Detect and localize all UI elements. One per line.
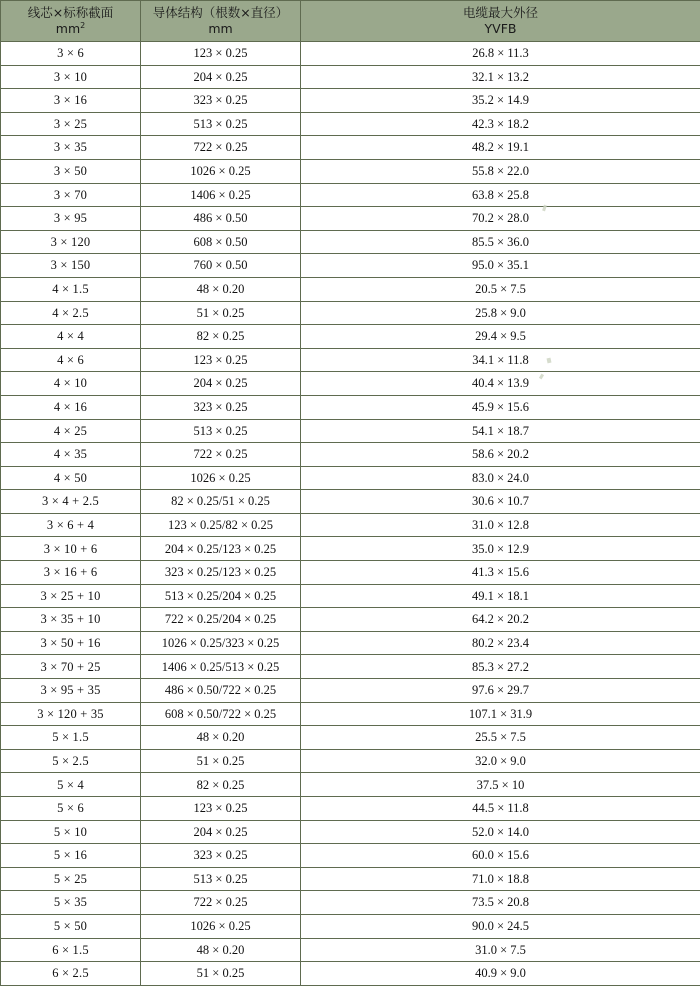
cell-core-section: 5 × 1.5: [1, 726, 141, 750]
table-row: [1, 749, 700, 773]
cell-outer-diameter: 52.0 × 14.0: [301, 820, 700, 844]
cell-conductor-structure: 82 × 0.25/51 × 0.25: [141, 490, 301, 514]
cell-core-section: 3 × 16: [1, 89, 141, 113]
table-row: [1, 891, 700, 915]
cell-conductor-structure: 123 × 0.25: [141, 348, 301, 372]
cell-outer-diameter: 40.9 × 9.0: [301, 962, 700, 986]
table-row: [1, 608, 700, 632]
column-header-max-outer-diameter: [301, 1, 700, 42]
table-row: [1, 679, 700, 703]
table-row: [1, 820, 700, 844]
cell-conductor-structure: 48 × 0.20: [141, 726, 301, 750]
table-row: [1, 301, 700, 325]
table-row: [1, 65, 700, 89]
cell-outer-diameter: 35.2 × 14.9: [301, 89, 700, 113]
cell-outer-diameter: 29.4 × 9.5: [301, 325, 700, 349]
cell-conductor-structure: 486 × 0.50: [141, 207, 301, 231]
cell-core-section: 5 × 25: [1, 867, 141, 891]
cell-outer-diameter: 80.2 × 23.4: [301, 631, 700, 655]
cell-conductor-structure: 722 × 0.25/204 × 0.25: [141, 608, 301, 632]
column-header-conductor-structure-line1: 导体结构（根数×直径）: [141, 6, 300, 20]
cell-outer-diameter: 49.1 × 18.1: [301, 584, 700, 608]
table-row: [1, 42, 700, 66]
cell-conductor-structure: 513 × 0.25: [141, 867, 301, 891]
cell-conductor-structure: 123 × 0.25/82 × 0.25: [141, 513, 301, 537]
table-row: [1, 773, 700, 797]
table-row: [1, 136, 700, 160]
cell-outer-diameter: 85.3 × 27.2: [301, 655, 700, 679]
cell-outer-diameter: 71.0 × 18.8: [301, 867, 700, 891]
cell-core-section: 3 × 70: [1, 183, 141, 207]
cell-core-section: 3 × 150: [1, 254, 141, 278]
cell-outer-diameter: 40.4 × 13.9: [301, 372, 700, 396]
table-row: [1, 419, 700, 443]
cell-core-section: 5 × 10: [1, 820, 141, 844]
cell-core-section: 4 × 1.5: [1, 277, 141, 301]
cell-conductor-structure: 1026 × 0.25: [141, 914, 301, 938]
cell-core-section: 3 × 50: [1, 159, 141, 183]
column-header-max-outer-diameter-line1: 电缆最大外径: [301, 6, 700, 20]
table-row: [1, 584, 700, 608]
cell-core-section: 5 × 2.5: [1, 749, 141, 773]
cell-core-section: 6 × 1.5: [1, 938, 141, 962]
table-row: [1, 466, 700, 490]
cell-outer-diameter: 31.0 × 7.5: [301, 938, 700, 962]
cell-outer-diameter: 55.8 × 22.0: [301, 159, 700, 183]
cell-outer-diameter: 30.6 × 10.7: [301, 490, 700, 514]
table-row: [1, 490, 700, 514]
table-row: [1, 325, 700, 349]
cell-conductor-structure: 48 × 0.20: [141, 938, 301, 962]
cell-conductor-structure: 1406 × 0.25/513 × 0.25: [141, 655, 301, 679]
cell-core-section: 5 × 35: [1, 891, 141, 915]
cell-core-section: 4 × 35: [1, 443, 141, 467]
cell-core-section: 4 × 25: [1, 419, 141, 443]
table-row: [1, 561, 700, 585]
cell-conductor-structure: 760 × 0.50: [141, 254, 301, 278]
cell-core-section: 3 × 120: [1, 230, 141, 254]
cell-outer-diameter: 58.6 × 20.2: [301, 443, 700, 467]
cell-conductor-structure: 323 × 0.25/123 × 0.25: [141, 561, 301, 585]
cell-core-section: 3 × 25 + 10: [1, 584, 141, 608]
cell-conductor-structure: 323 × 0.25: [141, 395, 301, 419]
cell-outer-diameter: 42.3 × 18.2: [301, 112, 700, 136]
cell-core-section: 3 × 95: [1, 207, 141, 231]
table-row: [1, 914, 700, 938]
table-body: [1, 42, 700, 986]
table-row: [1, 844, 700, 868]
cell-core-section: 3 × 25: [1, 112, 141, 136]
cell-core-section: 5 × 16: [1, 844, 141, 868]
cell-conductor-structure: 722 × 0.25: [141, 443, 301, 467]
table-row: [1, 277, 700, 301]
cell-outer-diameter: 34.1 × 11.8: [301, 348, 700, 372]
cell-conductor-structure: 323 × 0.25: [141, 844, 301, 868]
cell-conductor-structure: 51 × 0.25: [141, 962, 301, 986]
cell-conductor-structure: 608 × 0.50/722 × 0.25: [141, 702, 301, 726]
table-row: [1, 207, 700, 231]
cell-core-section: 3 × 10: [1, 65, 141, 89]
cell-conductor-structure: 82 × 0.25: [141, 773, 301, 797]
cell-core-section: 4 × 6: [1, 348, 141, 372]
cell-core-section: 3 × 35: [1, 136, 141, 160]
cell-outer-diameter: 25.8 × 9.0: [301, 301, 700, 325]
cell-outer-diameter: 95.0 × 35.1: [301, 254, 700, 278]
cell-conductor-structure: 51 × 0.25: [141, 301, 301, 325]
cell-outer-diameter: 45.9 × 15.6: [301, 395, 700, 419]
cell-conductor-structure: 722 × 0.25: [141, 136, 301, 160]
table-row: [1, 89, 700, 113]
column-header-max-outer-diameter-type: YVFB: [301, 22, 700, 36]
cell-outer-diameter: 25.5 × 7.5: [301, 726, 700, 750]
table-row: [1, 726, 700, 750]
cell-outer-diameter: 85.5 × 36.0: [301, 230, 700, 254]
cell-outer-diameter: 31.0 × 12.8: [301, 513, 700, 537]
cell-core-section: 4 × 4: [1, 325, 141, 349]
cell-core-section: 5 × 4: [1, 773, 141, 797]
cell-outer-diameter: 70.2 × 28.0: [301, 207, 700, 231]
column-header-core-section: [1, 1, 141, 42]
cell-core-section: 3 × 70 + 25: [1, 655, 141, 679]
table-row: [1, 254, 700, 278]
cell-conductor-structure: 513 × 0.25: [141, 419, 301, 443]
cell-conductor-structure: 608 × 0.50: [141, 230, 301, 254]
cell-core-section: 3 × 6: [1, 42, 141, 66]
table-row: [1, 513, 700, 537]
cell-conductor-structure: 82 × 0.25: [141, 325, 301, 349]
cell-conductor-structure: 123 × 0.25: [141, 797, 301, 821]
cell-outer-diameter: 35.0 × 12.9: [301, 537, 700, 561]
table-row: [1, 797, 700, 821]
cell-core-section: 3 × 16 + 6: [1, 561, 141, 585]
cell-core-section: 3 × 50 + 16: [1, 631, 141, 655]
table-row: [1, 867, 700, 891]
cell-outer-diameter: 37.5 × 10: [301, 773, 700, 797]
cell-conductor-structure: 204 × 0.25/123 × 0.25: [141, 537, 301, 561]
table-row: [1, 112, 700, 136]
cell-core-section: 4 × 10: [1, 372, 141, 396]
table-row: [1, 702, 700, 726]
cell-core-section: 3 × 6 + 4: [1, 513, 141, 537]
table-row: [1, 655, 700, 679]
cell-outer-diameter: 44.5 × 11.8: [301, 797, 700, 821]
cell-outer-diameter: 32.0 × 9.0: [301, 749, 700, 773]
cell-outer-diameter: 97.6 × 29.7: [301, 679, 700, 703]
cell-core-section: 3 × 10 + 6: [1, 537, 141, 561]
cell-conductor-structure: 1026 × 0.25: [141, 466, 301, 490]
cell-conductor-structure: 513 × 0.25: [141, 112, 301, 136]
cell-core-section: 3 × 4 + 2.5: [1, 490, 141, 514]
cell-core-section: 3 × 35 + 10: [1, 608, 141, 632]
cell-outer-diameter: 60.0 × 15.6: [301, 844, 700, 868]
cell-conductor-structure: 123 × 0.25: [141, 42, 301, 66]
cell-outer-diameter: 107.1 × 31.9: [301, 702, 700, 726]
cell-conductor-structure: 722 × 0.25: [141, 891, 301, 915]
cell-core-section: 4 × 50: [1, 466, 141, 490]
table-row: [1, 631, 700, 655]
cell-conductor-structure: 204 × 0.25: [141, 820, 301, 844]
cell-conductor-structure: 204 × 0.25: [141, 65, 301, 89]
cell-outer-diameter: 73.5 × 20.8: [301, 891, 700, 915]
column-header-conductor-structure-unit: mm: [141, 22, 300, 36]
cell-core-section: 6 × 2.5: [1, 962, 141, 986]
cell-outer-diameter: 32.1 × 13.2: [301, 65, 700, 89]
table-row: [1, 938, 700, 962]
cell-conductor-structure: 513 × 0.25/204 × 0.25: [141, 584, 301, 608]
cell-outer-diameter: 20.5 × 7.5: [301, 277, 700, 301]
cell-core-section: 3 × 95 + 35: [1, 679, 141, 703]
cell-outer-diameter: 64.2 × 20.2: [301, 608, 700, 632]
column-header-core-section-line1: 线芯×标称截面: [1, 6, 140, 20]
table-row: [1, 348, 700, 372]
table-row: [1, 159, 700, 183]
table-head: [1, 1, 700, 42]
table-row: [1, 443, 700, 467]
cell-conductor-structure: 323 × 0.25: [141, 89, 301, 113]
cell-core-section: 5 × 6: [1, 797, 141, 821]
table-row: [1, 395, 700, 419]
table-header-row: [1, 1, 700, 42]
cell-outer-diameter: 41.3 × 15.6: [301, 561, 700, 585]
cell-conductor-structure: 1406 × 0.25: [141, 183, 301, 207]
table-row: [1, 962, 700, 986]
cell-core-section: 3 × 120 + 35: [1, 702, 141, 726]
cell-core-section: 4 × 16: [1, 395, 141, 419]
cell-outer-diameter: 48.2 × 19.1: [301, 136, 700, 160]
table-row: [1, 230, 700, 254]
table-row: [1, 183, 700, 207]
cell-conductor-structure: 48 × 0.20: [141, 277, 301, 301]
cell-outer-diameter: 83.0 × 24.0: [301, 466, 700, 490]
cell-outer-diameter: 63.8 × 25.8: [301, 183, 700, 207]
cell-conductor-structure: 51 × 0.25: [141, 749, 301, 773]
cell-outer-diameter: 54.1 × 18.7: [301, 419, 700, 443]
table-row: [1, 372, 700, 396]
table-row: [1, 537, 700, 561]
cell-conductor-structure: 1026 × 0.25: [141, 159, 301, 183]
cell-core-section: 5 × 50: [1, 914, 141, 938]
cell-conductor-structure: 1026 × 0.25/323 × 0.25: [141, 631, 301, 655]
cell-conductor-structure: 486 × 0.50/722 × 0.25: [141, 679, 301, 703]
cell-core-section: 4 × 2.5: [1, 301, 141, 325]
column-header-core-section-unit: $mm^2$: [1, 21, 140, 37]
column-header-conductor-structure: [141, 1, 301, 42]
cell-conductor-structure: 204 × 0.25: [141, 372, 301, 396]
cell-outer-diameter: 26.8 × 11.3: [301, 42, 700, 66]
cell-outer-diameter: 90.0 × 24.5: [301, 914, 700, 938]
